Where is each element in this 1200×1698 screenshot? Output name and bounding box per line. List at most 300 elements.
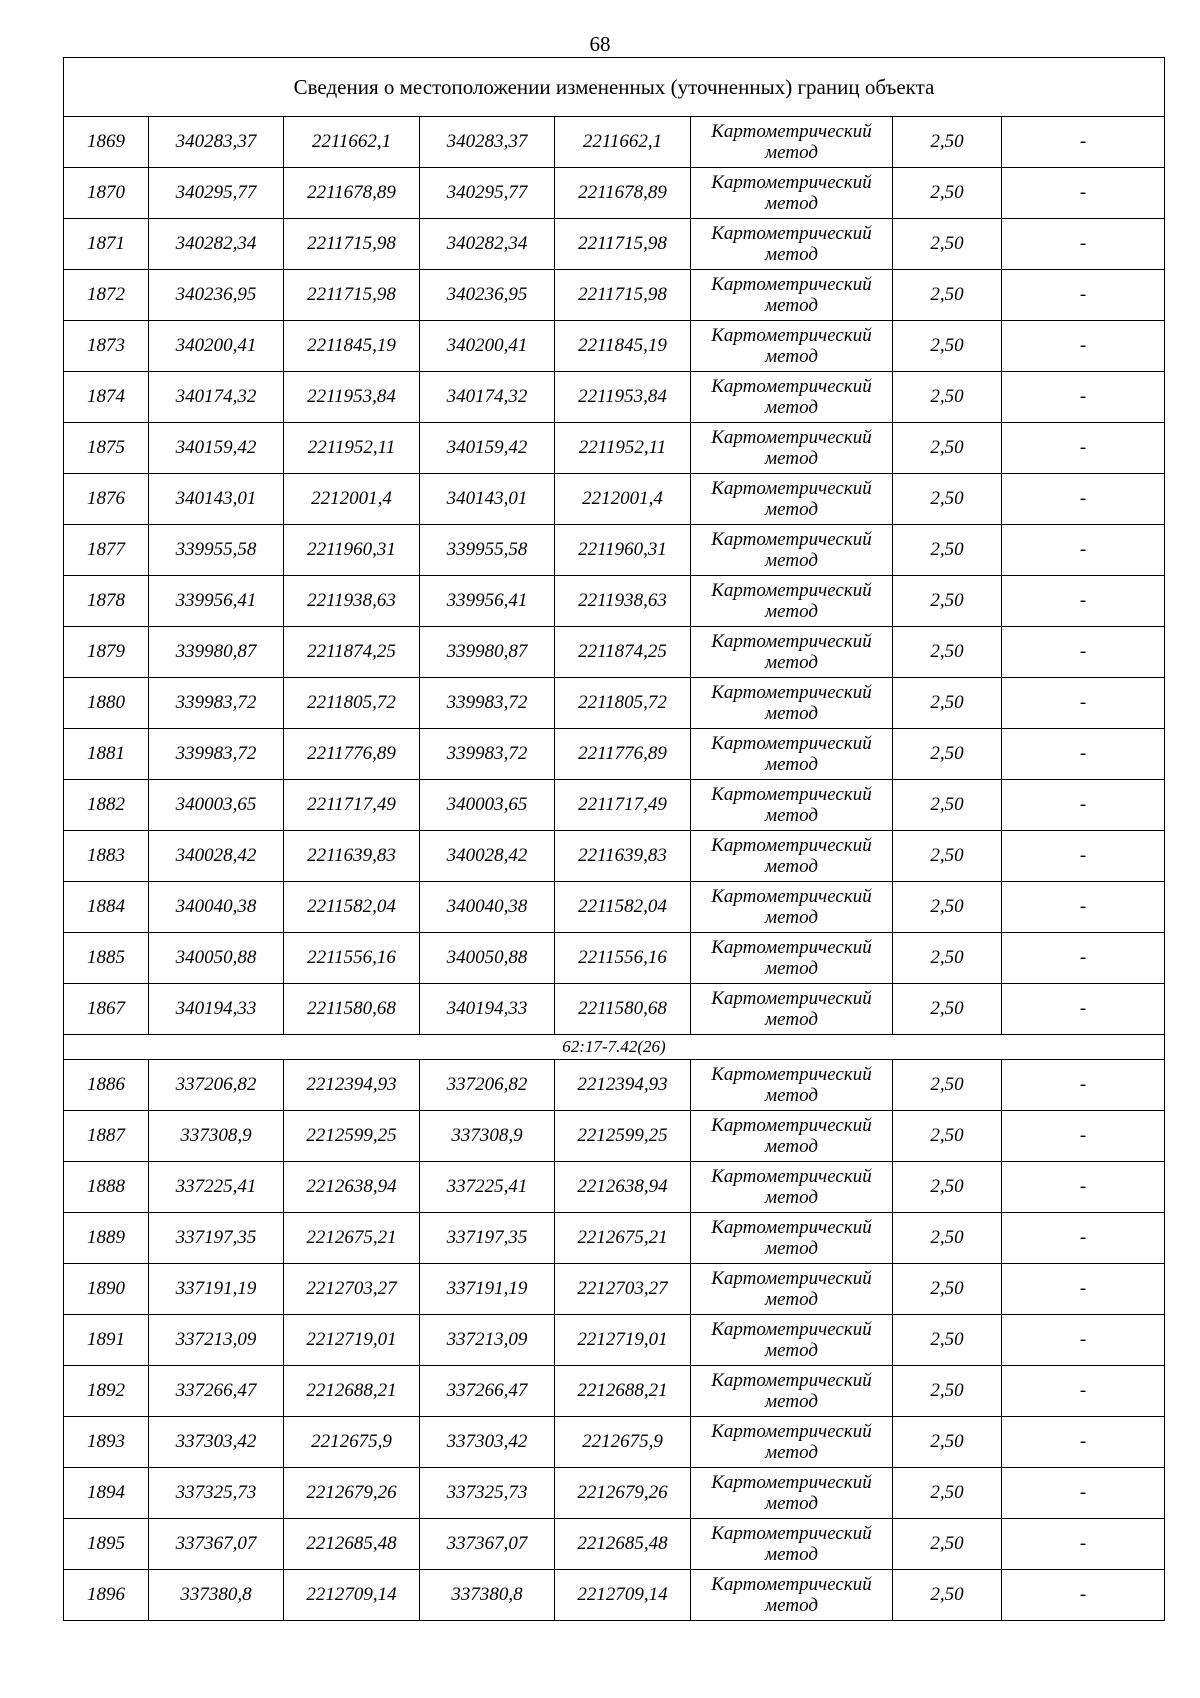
method-cell	[691, 831, 893, 882]
refined-x-cell: 340295,77	[420, 168, 555, 219]
existing-x-cell: 340200,41	[149, 321, 284, 372]
method-line: метод	[765, 1238, 818, 1259]
point-number-cell: 1884	[64, 882, 149, 933]
point-number-cell: 1891	[64, 1315, 149, 1366]
note-cell: -	[1002, 372, 1165, 423]
existing-x-cell: 337325,73	[149, 1468, 284, 1519]
table-row	[64, 1060, 1165, 1111]
point-number-cell: 1883	[64, 831, 149, 882]
refined-y-cell: 2211556,16	[555, 933, 691, 984]
table-row	[64, 627, 1165, 678]
table-row	[64, 474, 1165, 525]
method-line: Картометрический	[711, 937, 872, 958]
table-row	[64, 1111, 1165, 1162]
refined-y-cell: 2211639,83	[555, 831, 691, 882]
method-line: Картометрический	[711, 1319, 872, 1340]
table-row	[64, 933, 1165, 984]
table-row	[64, 780, 1165, 831]
accuracy-cell: 2,50	[893, 780, 1002, 831]
existing-x-cell: 340040,38	[149, 882, 284, 933]
point-number-cell: 1871	[64, 219, 149, 270]
note-cell: -	[1002, 321, 1165, 372]
note-cell: -	[1002, 729, 1165, 780]
point-number-cell: 1869	[64, 117, 149, 168]
accuracy-cell: 2,50	[893, 1570, 1002, 1621]
note-cell: -	[1002, 1570, 1165, 1621]
note-cell: -	[1002, 780, 1165, 831]
refined-y-cell: 2212679,26	[555, 1468, 691, 1519]
refined-x-cell: 339983,72	[420, 729, 555, 780]
method-cell	[691, 321, 893, 372]
table-row	[64, 984, 1165, 1035]
accuracy-cell: 2,50	[893, 1417, 1002, 1468]
note-cell: -	[1002, 117, 1165, 168]
refined-y-cell: 2212719,01	[555, 1315, 691, 1366]
existing-x-cell: 337266,47	[149, 1366, 284, 1417]
refined-y-cell: 2212685,48	[555, 1519, 691, 1570]
existing-x-cell: 340236,95	[149, 270, 284, 321]
accuracy-cell: 2,50	[893, 627, 1002, 678]
point-number-cell: 1873	[64, 321, 149, 372]
method-line: Картометрический	[711, 835, 872, 856]
method-line: метод	[765, 1544, 818, 1565]
method-line: метод	[765, 1340, 818, 1361]
accuracy-cell: 2,50	[893, 117, 1002, 168]
table-row	[64, 1366, 1165, 1417]
method-line: Картометрический	[711, 1166, 872, 1187]
method-line: Картометрический	[711, 886, 872, 907]
method-line: метод	[765, 397, 818, 418]
note-cell: -	[1002, 627, 1165, 678]
table-row	[64, 321, 1165, 372]
refined-x-cell: 340200,41	[420, 321, 555, 372]
refined-y-cell: 2211845,19	[555, 321, 691, 372]
accuracy-cell: 2,50	[893, 219, 1002, 270]
method-line: Картометрический	[711, 121, 872, 142]
existing-x-cell: 337367,07	[149, 1519, 284, 1570]
note-cell: -	[1002, 168, 1165, 219]
point-number-cell: 1874	[64, 372, 149, 423]
accuracy-cell: 2,50	[893, 372, 1002, 423]
method-line: Картометрический	[711, 1472, 872, 1493]
existing-x-cell: 339956,41	[149, 576, 284, 627]
method-line: метод	[765, 856, 818, 877]
refined-y-cell: 2212703,27	[555, 1264, 691, 1315]
method-cell	[691, 933, 893, 984]
point-number-cell: 1893	[64, 1417, 149, 1468]
table-title-row	[64, 58, 1165, 117]
existing-x-cell: 337197,35	[149, 1213, 284, 1264]
point-number-cell: 1894	[64, 1468, 149, 1519]
method-cell	[691, 219, 893, 270]
refined-x-cell: 340283,37	[420, 117, 555, 168]
point-number-cell: 1885	[64, 933, 149, 984]
existing-y-cell: 2211953,84	[284, 372, 420, 423]
refined-x-cell: 340003,65	[420, 780, 555, 831]
accuracy-cell: 2,50	[893, 882, 1002, 933]
refined-x-cell: 339956,41	[420, 576, 555, 627]
point-number-cell: 1878	[64, 576, 149, 627]
method-line: метод	[765, 346, 818, 367]
method-cell	[691, 780, 893, 831]
refined-y-cell: 2212675,9	[555, 1417, 691, 1468]
note-cell: -	[1002, 1213, 1165, 1264]
existing-y-cell: 2211580,68	[284, 984, 420, 1035]
refined-y-cell: 2211960,31	[555, 525, 691, 576]
method-cell	[691, 1366, 893, 1417]
existing-y-cell: 2211678,89	[284, 168, 420, 219]
existing-y-cell: 2211715,98	[284, 219, 420, 270]
accuracy-cell: 2,50	[893, 1162, 1002, 1213]
point-number-cell: 1895	[64, 1519, 149, 1570]
method-line: метод	[765, 193, 818, 214]
method-line: метод	[765, 703, 818, 724]
refined-y-cell: 2211715,98	[555, 219, 691, 270]
method-line: Картометрический	[711, 631, 872, 652]
refined-x-cell: 339983,72	[420, 678, 555, 729]
refined-x-cell: 337206,82	[420, 1060, 555, 1111]
table-row	[64, 1162, 1165, 1213]
refined-x-cell: 340236,95	[420, 270, 555, 321]
point-number-cell: 1879	[64, 627, 149, 678]
table-row	[64, 219, 1165, 270]
note-cell: -	[1002, 1366, 1165, 1417]
existing-x-cell: 337213,09	[149, 1315, 284, 1366]
existing-x-cell: 337191,19	[149, 1264, 284, 1315]
method-line: метод	[765, 1493, 818, 1514]
table-row	[64, 168, 1165, 219]
existing-y-cell: 2211952,11	[284, 423, 420, 474]
note-cell: -	[1002, 1315, 1165, 1366]
accuracy-cell: 2,50	[893, 1060, 1002, 1111]
refined-y-cell: 2211678,89	[555, 168, 691, 219]
accuracy-cell: 2,50	[893, 1468, 1002, 1519]
note-cell: -	[1002, 1417, 1165, 1468]
method-line: метод	[765, 1391, 818, 1412]
accuracy-cell: 2,50	[893, 1519, 1002, 1570]
method-line: метод	[765, 1595, 818, 1616]
existing-y-cell: 2211845,19	[284, 321, 420, 372]
method-line: метод	[765, 295, 818, 316]
method-line: Картометрический	[711, 325, 872, 346]
refined-x-cell: 337303,42	[420, 1417, 555, 1468]
method-line: Картометрический	[711, 427, 872, 448]
method-line: метод	[765, 652, 818, 673]
existing-y-cell: 2211938,63	[284, 576, 420, 627]
accuracy-cell: 2,50	[893, 1111, 1002, 1162]
point-number-cell: 1882	[64, 780, 149, 831]
table-title: Сведения о местоположении измененных (уточненных) границ объекта	[64, 58, 1165, 117]
method-cell	[691, 423, 893, 474]
note-cell: -	[1002, 423, 1165, 474]
refined-x-cell: 340040,38	[420, 882, 555, 933]
accuracy-cell: 2,50	[893, 576, 1002, 627]
method-cell	[691, 882, 893, 933]
method-cell	[691, 1060, 893, 1111]
method-cell	[691, 117, 893, 168]
point-number-cell: 1872	[64, 270, 149, 321]
refined-x-cell: 337367,07	[420, 1519, 555, 1570]
refined-x-cell: 340159,42	[420, 423, 555, 474]
method-line: Картометрический	[711, 1421, 872, 1442]
refined-y-cell: 2212688,21	[555, 1366, 691, 1417]
method-line: метод	[765, 1136, 818, 1157]
point-number-cell: 1877	[64, 525, 149, 576]
method-line: метод	[765, 1009, 818, 1030]
accuracy-cell: 2,50	[893, 678, 1002, 729]
note-cell: -	[1002, 831, 1165, 882]
existing-x-cell: 340295,77	[149, 168, 284, 219]
boundary-coordinates-table	[63, 57, 1165, 1621]
refined-y-cell: 2211952,11	[555, 423, 691, 474]
existing-y-cell: 2212688,21	[284, 1366, 420, 1417]
method-line: метод	[765, 499, 818, 520]
existing-y-cell: 2212703,27	[284, 1264, 420, 1315]
table-row	[64, 882, 1165, 933]
method-cell	[691, 1315, 893, 1366]
page-number: 68	[589, 32, 611, 56]
method-cell	[691, 372, 893, 423]
point-number-cell: 1890	[64, 1264, 149, 1315]
refined-x-cell: 340282,34	[420, 219, 555, 270]
refined-x-cell: 339955,58	[420, 525, 555, 576]
refined-y-cell: 2211662,1	[555, 117, 691, 168]
refined-x-cell: 337308,9	[420, 1111, 555, 1162]
refined-x-cell: 337213,09	[420, 1315, 555, 1366]
method-line: метод	[765, 958, 818, 979]
method-line: Картометрический	[711, 529, 872, 550]
existing-y-cell: 2212675,21	[284, 1213, 420, 1264]
refined-y-cell: 2212599,25	[555, 1111, 691, 1162]
note-cell: -	[1002, 984, 1165, 1035]
point-number-cell: 1889	[64, 1213, 149, 1264]
method-line: метод	[765, 1442, 818, 1463]
method-line: Картометрический	[711, 376, 872, 397]
table-row	[64, 576, 1165, 627]
refined-x-cell: 339980,87	[420, 627, 555, 678]
method-line: Картометрический	[711, 580, 872, 601]
existing-x-cell: 340143,01	[149, 474, 284, 525]
note-cell: -	[1002, 525, 1165, 576]
note-cell: -	[1002, 576, 1165, 627]
refined-y-cell: 2211582,04	[555, 882, 691, 933]
section-label: 62:17-7.42(26)	[64, 1035, 1165, 1060]
table-row	[64, 1264, 1165, 1315]
method-line: метод	[765, 1085, 818, 1106]
note-cell: -	[1002, 474, 1165, 525]
method-cell	[691, 1519, 893, 1570]
section-label-row	[64, 1035, 1165, 1060]
accuracy-cell: 2,50	[893, 984, 1002, 1035]
existing-y-cell: 2211639,83	[284, 831, 420, 882]
refined-y-cell: 2212709,14	[555, 1570, 691, 1621]
method-line: метод	[765, 1289, 818, 1310]
note-cell: -	[1002, 1468, 1165, 1519]
method-cell	[691, 1162, 893, 1213]
method-cell	[691, 729, 893, 780]
existing-x-cell: 339983,72	[149, 678, 284, 729]
method-line: Картометрический	[711, 1574, 872, 1595]
refined-x-cell: 340028,42	[420, 831, 555, 882]
accuracy-cell: 2,50	[893, 831, 1002, 882]
existing-x-cell: 340283,37	[149, 117, 284, 168]
refined-y-cell: 2211938,63	[555, 576, 691, 627]
method-line: метод	[765, 754, 818, 775]
table-row	[64, 525, 1165, 576]
point-number-cell: 1886	[64, 1060, 149, 1111]
table-row	[64, 1468, 1165, 1519]
method-cell	[691, 1468, 893, 1519]
table-row	[64, 729, 1165, 780]
refined-y-cell: 2211805,72	[555, 678, 691, 729]
table-row	[64, 423, 1165, 474]
existing-x-cell: 340028,42	[149, 831, 284, 882]
accuracy-cell: 2,50	[893, 1315, 1002, 1366]
method-line: Картометрический	[711, 274, 872, 295]
method-cell	[691, 984, 893, 1035]
accuracy-cell: 2,50	[893, 1213, 1002, 1264]
method-cell	[691, 1264, 893, 1315]
table-row	[64, 1315, 1165, 1366]
existing-x-cell: 339980,87	[149, 627, 284, 678]
point-number-cell: 1896	[64, 1570, 149, 1621]
method-line: метод	[765, 142, 818, 163]
existing-x-cell: 337206,82	[149, 1060, 284, 1111]
refined-x-cell: 337197,35	[420, 1213, 555, 1264]
method-line: метод	[765, 550, 818, 571]
refined-x-cell: 337225,41	[420, 1162, 555, 1213]
refined-y-cell: 2212675,21	[555, 1213, 691, 1264]
existing-y-cell: 2211874,25	[284, 627, 420, 678]
point-number-cell: 1880	[64, 678, 149, 729]
existing-x-cell: 340159,42	[149, 423, 284, 474]
refined-x-cell: 337325,73	[420, 1468, 555, 1519]
method-line: Картометрический	[711, 1370, 872, 1391]
refined-y-cell: 2211580,68	[555, 984, 691, 1035]
existing-x-cell: 340174,32	[149, 372, 284, 423]
existing-y-cell: 2212719,01	[284, 1315, 420, 1366]
method-cell	[691, 1417, 893, 1468]
method-line: Картометрический	[711, 172, 872, 193]
refined-x-cell: 337380,8	[420, 1570, 555, 1621]
refined-x-cell: 340174,32	[420, 372, 555, 423]
point-number-cell: 1876	[64, 474, 149, 525]
note-cell: -	[1002, 933, 1165, 984]
note-cell: -	[1002, 1162, 1165, 1213]
method-line: Картометрический	[711, 1523, 872, 1544]
existing-y-cell: 2211717,49	[284, 780, 420, 831]
existing-x-cell: 337225,41	[149, 1162, 284, 1213]
table-row	[64, 678, 1165, 729]
point-number-cell: 1887	[64, 1111, 149, 1162]
method-line: Картометрический	[711, 784, 872, 805]
refined-x-cell: 337191,19	[420, 1264, 555, 1315]
refined-y-cell: 2211953,84	[555, 372, 691, 423]
refined-x-cell: 340143,01	[420, 474, 555, 525]
method-cell	[691, 627, 893, 678]
method-cell	[691, 576, 893, 627]
point-number-cell: 1881	[64, 729, 149, 780]
refined-y-cell: 2212638,94	[555, 1162, 691, 1213]
table-row	[64, 270, 1165, 321]
refined-y-cell: 2212001,4	[555, 474, 691, 525]
existing-y-cell: 2211960,31	[284, 525, 420, 576]
method-line: Картометрический	[711, 988, 872, 1009]
existing-y-cell: 2211776,89	[284, 729, 420, 780]
method-cell	[691, 474, 893, 525]
existing-y-cell: 2212675,9	[284, 1417, 420, 1468]
accuracy-cell: 2,50	[893, 321, 1002, 372]
refined-x-cell: 340050,88	[420, 933, 555, 984]
point-number-cell: 1875	[64, 423, 149, 474]
existing-y-cell: 2212001,4	[284, 474, 420, 525]
method-line: метод	[765, 805, 818, 826]
table-row	[64, 1570, 1165, 1621]
point-number-cell: 1870	[64, 168, 149, 219]
existing-x-cell: 337380,8	[149, 1570, 284, 1621]
note-cell: -	[1002, 1264, 1165, 1315]
method-line: Картометрический	[711, 733, 872, 754]
existing-x-cell: 339955,58	[149, 525, 284, 576]
accuracy-cell: 2,50	[893, 270, 1002, 321]
existing-y-cell: 2212679,26	[284, 1468, 420, 1519]
method-line: Картометрический	[711, 223, 872, 244]
method-cell	[691, 525, 893, 576]
method-line: Картометрический	[711, 682, 872, 703]
table-row	[64, 1519, 1165, 1570]
method-line: метод	[765, 244, 818, 265]
note-cell: -	[1002, 270, 1165, 321]
method-line: Картометрический	[711, 1217, 872, 1238]
table-row	[64, 117, 1165, 168]
note-cell: -	[1002, 1060, 1165, 1111]
refined-y-cell: 2211715,98	[555, 270, 691, 321]
existing-x-cell: 340282,34	[149, 219, 284, 270]
note-cell: -	[1002, 219, 1165, 270]
point-number-cell: 1888	[64, 1162, 149, 1213]
existing-y-cell: 2211662,1	[284, 117, 420, 168]
point-number-cell: 1867	[64, 984, 149, 1035]
refined-y-cell: 2211776,89	[555, 729, 691, 780]
accuracy-cell: 2,50	[893, 933, 1002, 984]
existing-x-cell: 340050,88	[149, 933, 284, 984]
existing-y-cell: 2211556,16	[284, 933, 420, 984]
refined-x-cell: 337266,47	[420, 1366, 555, 1417]
accuracy-cell: 2,50	[893, 1366, 1002, 1417]
method-line: метод	[765, 601, 818, 622]
method-line: Картометрический	[711, 1064, 872, 1085]
point-number-cell: 1892	[64, 1366, 149, 1417]
existing-y-cell: 2212709,14	[284, 1570, 420, 1621]
existing-x-cell: 337308,9	[149, 1111, 284, 1162]
accuracy-cell: 2,50	[893, 525, 1002, 576]
existing-y-cell: 2212638,94	[284, 1162, 420, 1213]
method-cell	[691, 168, 893, 219]
accuracy-cell: 2,50	[893, 423, 1002, 474]
table-row	[64, 1417, 1165, 1468]
table-row	[64, 831, 1165, 882]
existing-y-cell: 2212394,93	[284, 1060, 420, 1111]
method-line: метод	[765, 1187, 818, 1208]
method-line: метод	[765, 907, 818, 928]
method-line: Картометрический	[711, 478, 872, 499]
accuracy-cell: 2,50	[893, 474, 1002, 525]
refined-y-cell: 2211874,25	[555, 627, 691, 678]
note-cell: -	[1002, 1519, 1165, 1570]
method-line: метод	[765, 448, 818, 469]
existing-x-cell: 339983,72	[149, 729, 284, 780]
accuracy-cell: 2,50	[893, 168, 1002, 219]
